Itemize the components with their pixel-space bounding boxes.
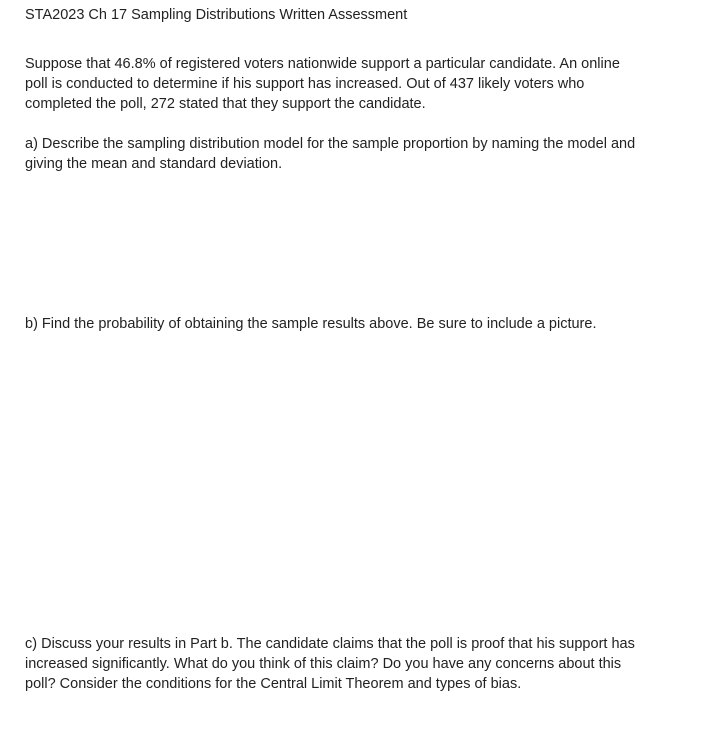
question-b (25, 314, 685, 334)
text-line: b) Find the probability of obtaining the sample results above. Be sure to include a picture. (25, 316, 597, 332)
question-a (25, 134, 685, 174)
document-title: STA2023 Ch 17 Sampling Distributions Written Assessment (25, 7, 408, 23)
text-line: poll? Consider the conditions for the Central Limit Theorem and types of bias. (25, 676, 522, 692)
question-c (25, 634, 685, 694)
text-line: completed the poll, 272 stated that they support the candidate. (25, 96, 426, 112)
text-line: Suppose that 46.8% of registered voters nationwide support a particular candidate. An online (25, 56, 620, 72)
text-line: poll is conducted to determine if his support has increased. Out of 437 likely voters who (25, 76, 585, 92)
problem-statement (25, 54, 685, 114)
text-line: c) Discuss your results in Part b. The candidate claims that the poll is proof that his support has (25, 636, 635, 652)
text-line: increased significantly. What do you think of this claim? Do you have any concerns about this (25, 656, 622, 672)
text-line: a) Describe the sampling distribution model for the sample proportion by naming the model and (25, 136, 636, 152)
text-line: giving the mean and standard deviation. (25, 156, 283, 172)
